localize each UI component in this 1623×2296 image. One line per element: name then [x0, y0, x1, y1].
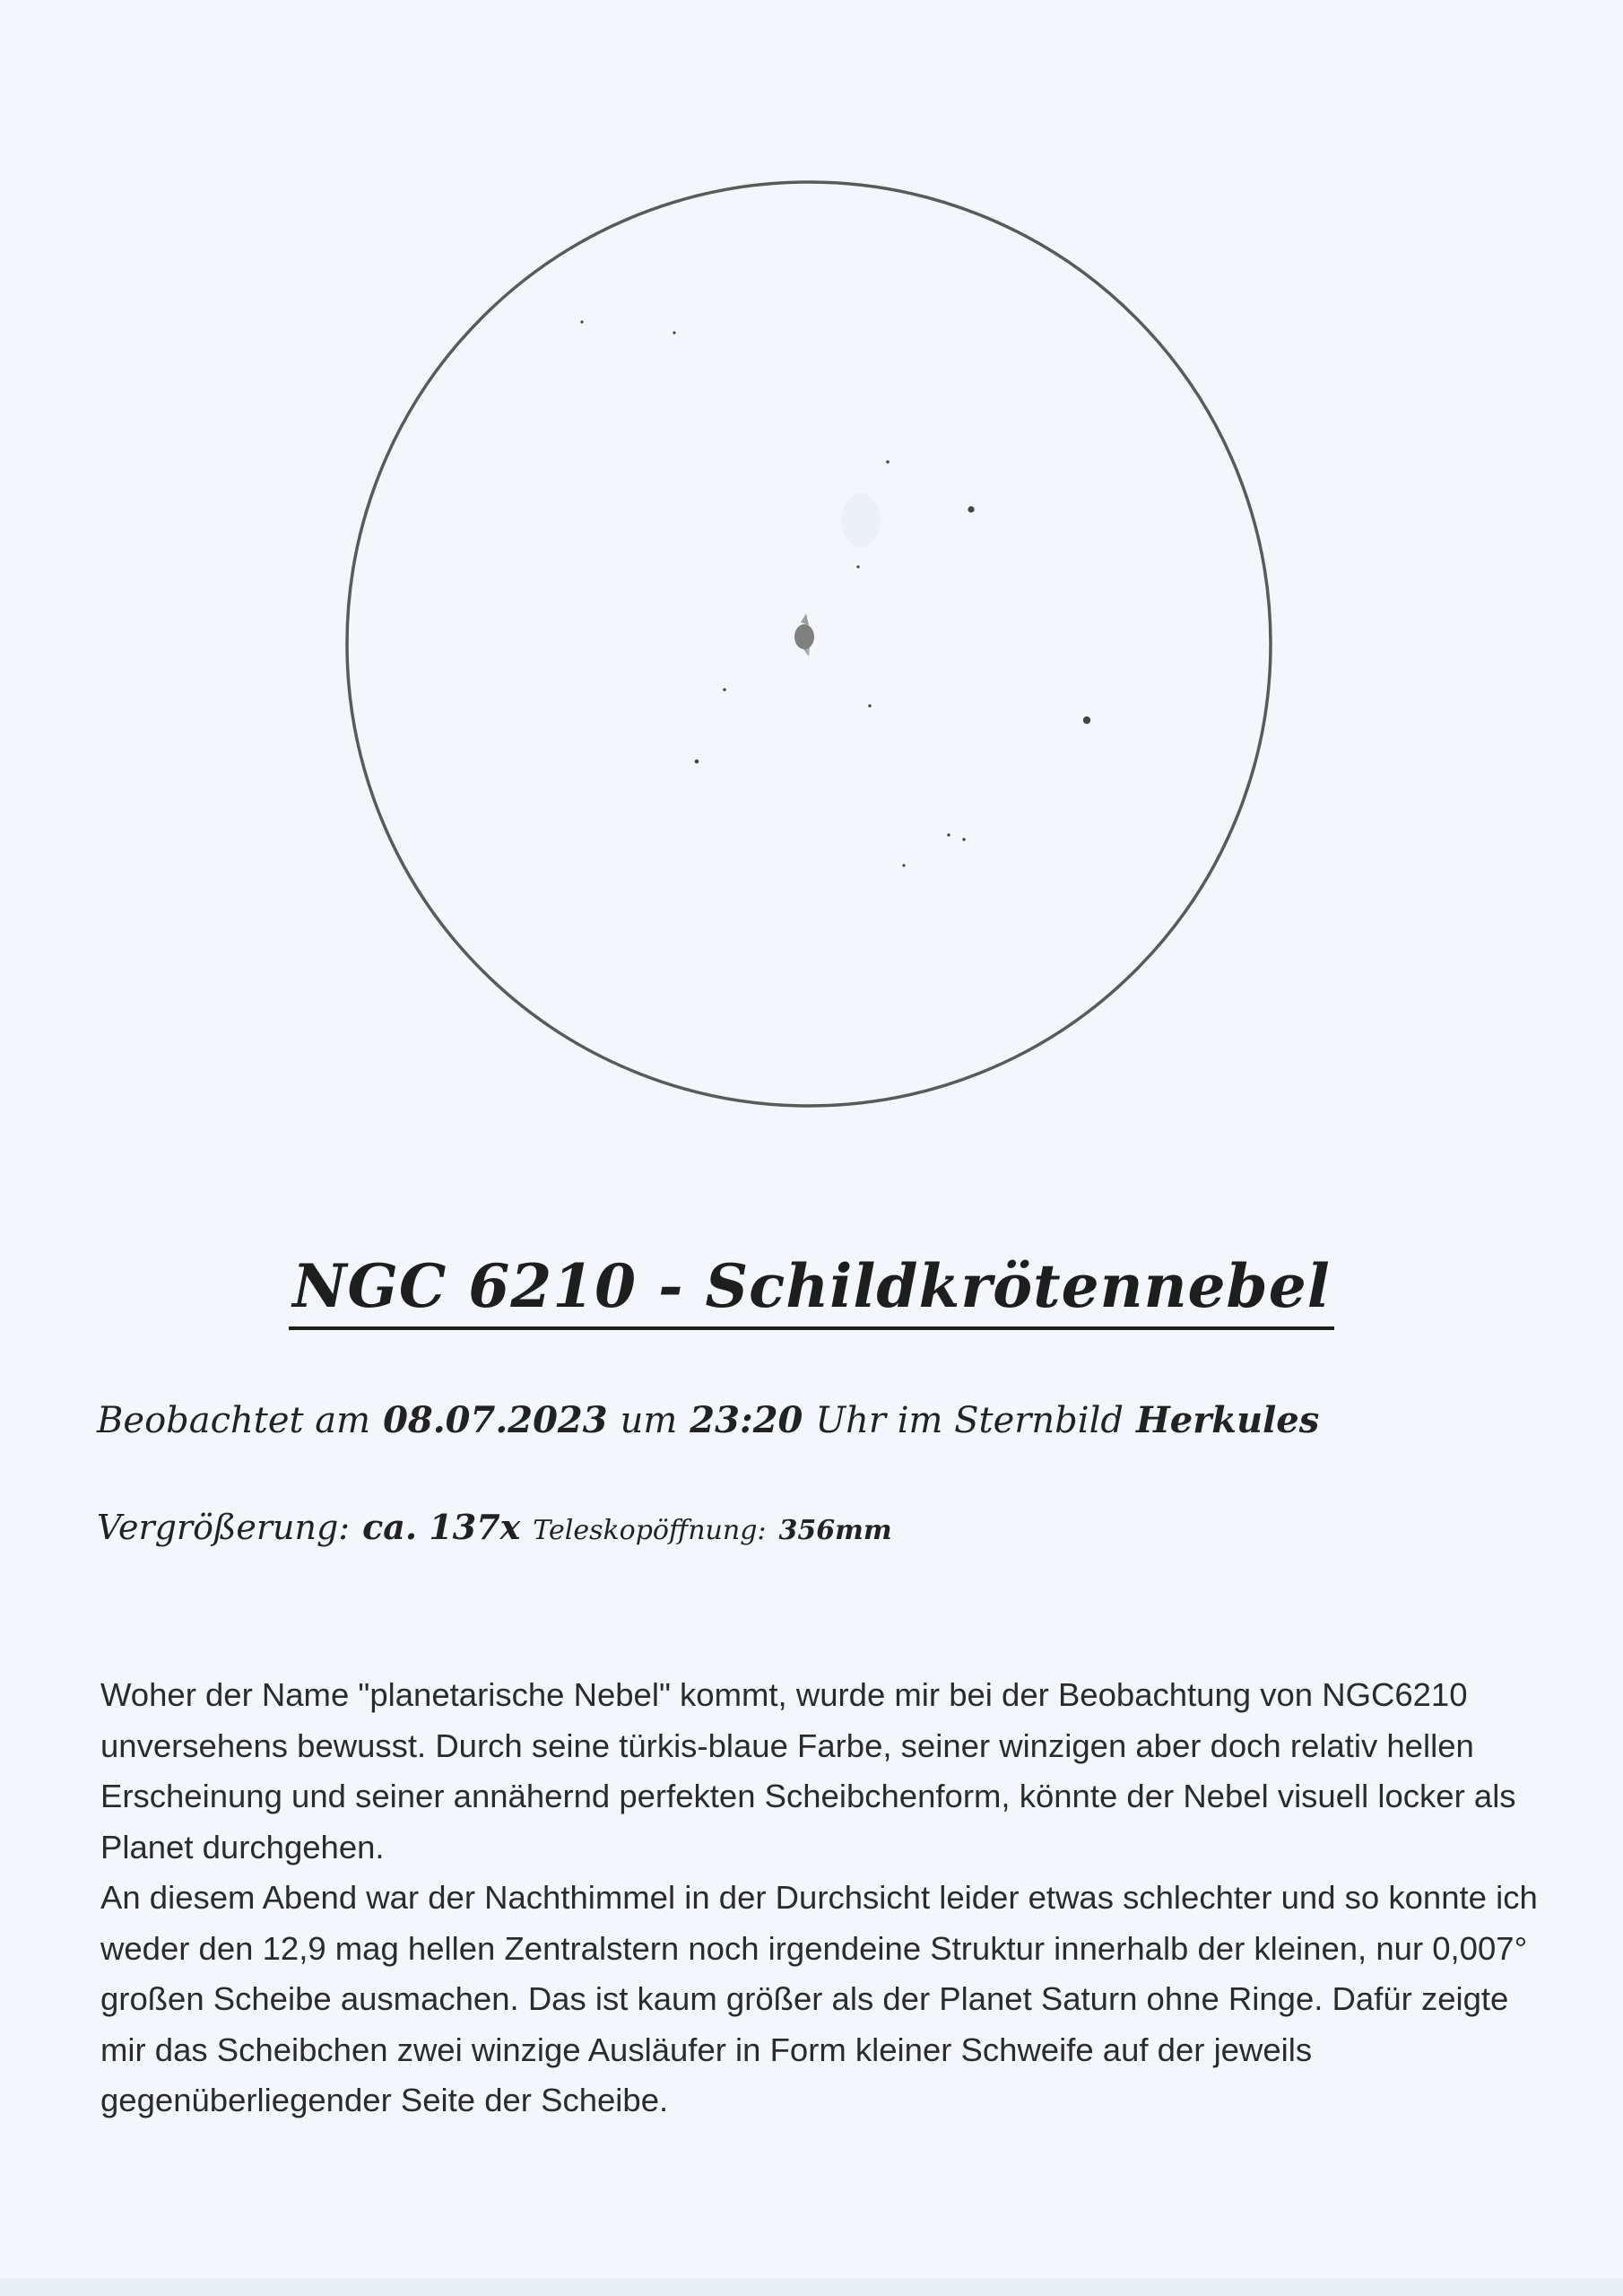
description-text — [100, 1670, 1553, 2126]
star — [947, 833, 950, 836]
magnification-value: ca. 137x — [362, 1507, 521, 1547]
scan-edge — [0, 2278, 1623, 2296]
aperture-label: Teleskopöffnung: — [533, 1515, 767, 1546]
star — [868, 704, 871, 707]
description-paragraph-1: Woher der Name "planetarische Nebel" kommt, wurde mir bei der Beobachtung von NGC6210 unversehens bewusst. Durch seine türkis-blaue Farbe, seiner winzigen aber doch relativ hellen Erscheinung und seiner annähernd perfekten Scheibchenform, könnte der Nebel visuell locker als Planet durchgehen. — [100, 1676, 1516, 1866]
observed-label: Beobachtet am — [97, 1400, 371, 1441]
magnification-label: Vergrößerung: — [97, 1508, 351, 1547]
time-suffix: Uhr im Sternbild — [815, 1400, 1124, 1441]
at-label: um — [620, 1400, 678, 1441]
title-text: NGC 6210 - Schildkrötennebel — [289, 1251, 1334, 1330]
nebula-ngc6210 — [794, 613, 814, 657]
star — [695, 760, 699, 764]
star — [968, 506, 974, 512]
description-paragraph-2: An diesem Abend war der Nachthimmel in der Durchsicht leider etwas schlechter und so konnte ich weder den 12,9 mag hellen Zentralstern noch irgendeine Struktur innerhalb der kleinen, nur 0,007° großen Scheibe ausmachen. Das ist kaum größer als der Planet Saturn ohne Ringe. Dafür zeigte mir das Scheibchen zwei winzige Ausläufer in Form kleiner Schweife auf der jeweils gegenüberliegender Seite der Scheibe. — [100, 1879, 1538, 2118]
constellation-name: Herkules — [1135, 1399, 1320, 1441]
star — [902, 864, 905, 866]
star — [962, 838, 965, 840]
observation-line — [97, 1399, 1319, 1441]
aperture-value: 356mm — [778, 1515, 892, 1546]
star — [1083, 717, 1090, 724]
star — [673, 331, 675, 334]
star — [856, 565, 859, 568]
star — [723, 688, 725, 691]
field-stars — [580, 320, 1090, 866]
equipment-line — [97, 1507, 892, 1547]
observation-date: 08.07.2023 — [383, 1399, 608, 1441]
star — [886, 460, 890, 464]
observation-time: 23:20 — [690, 1399, 803, 1441]
page-title — [0, 1251, 1623, 1330]
star — [580, 320, 583, 323]
